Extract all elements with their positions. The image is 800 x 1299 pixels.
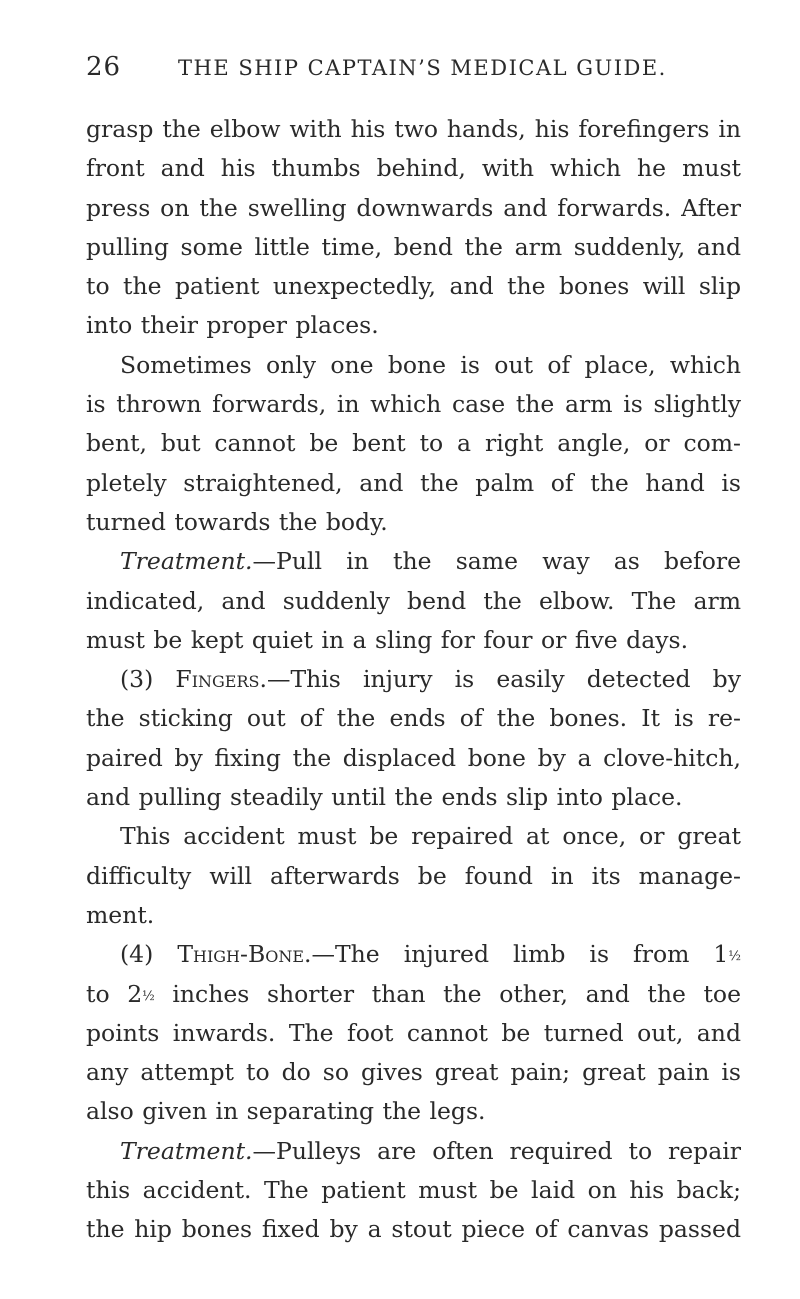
text-line: into their proper places. — [86, 311, 379, 340]
section-heading: Thigh-Bone. — [177, 940, 312, 969]
text-line: any attempt to do so gives great pain; great pain is — [86, 1058, 741, 1087]
paragraph — [86, 542, 741, 660]
page-header — [86, 52, 752, 92]
paragraph — [86, 817, 741, 935]
text-line: also given in separating the legs. — [86, 1097, 486, 1126]
running-head: THE SHIP CAPTAIN’S MEDICAL GUIDE. — [178, 56, 667, 80]
text-line: turned towards the body. — [86, 507, 388, 536]
section-number: (4) — [120, 940, 178, 969]
treatment-heading: Treatment. — [120, 1136, 253, 1165]
text-line: grasp the elbow with his two hands, his forefingers in — [86, 115, 741, 143]
text-line — [86, 975, 741, 1014]
text-line: is thrown forwards, in which case the arm is slightly — [86, 390, 741, 419]
text-line: to the patient unexpectedly, and the bones will slip — [86, 272, 741, 301]
body-text — [86, 110, 741, 1250]
text-line: and pulling steadily until the ends slip into place. — [86, 783, 683, 812]
paragraph — [86, 1132, 741, 1250]
text-line: the hip bones fixed by a stout piece of canvas passed — [86, 1215, 741, 1244]
text-line — [86, 542, 741, 581]
text-line: pletely straightened, and the palm of the hand is — [86, 468, 741, 497]
text-line: pulling some little time, bend the arm suddenly, and — [86, 232, 741, 261]
text-line: must be kept quiet in a sling for four or five days. — [86, 625, 689, 654]
page-number: 26 — [86, 52, 122, 82]
fraction: ½ — [728, 949, 741, 965]
text-line: this accident. The patient must be laid on his back; — [86, 1176, 741, 1205]
text-span: to 2 — [86, 979, 143, 1008]
text-line — [86, 660, 741, 699]
paragraph — [86, 110, 741, 346]
text-line: indicated, and suddenly bend the elbow. The arm — [86, 586, 741, 615]
text-line: Sometimes only one bone is out of place, which — [120, 350, 741, 379]
text-line: ment. — [86, 900, 155, 929]
text-span: —This injury is easily detected by — [266, 665, 741, 694]
text-line: press on the swelling downwards and forwards. After — [86, 193, 741, 222]
paragraph — [86, 660, 741, 817]
text-span: —Pull in the same way as before — [252, 547, 741, 576]
text-line: This accident must be repaired at once, or great — [120, 822, 741, 851]
text-line — [86, 935, 741, 974]
paragraph — [86, 346, 741, 542]
text-line: front and his thumbs behind, with which he must — [86, 154, 741, 183]
text-span: inches shorter than the other, and the toe — [154, 979, 741, 1008]
text-span: —The injured limb is from 1 — [311, 940, 729, 969]
text-line: difficulty will afterwards be found in its manage- — [86, 861, 741, 890]
treatment-heading: Treatment. — [120, 547, 253, 576]
fraction: ½ — [142, 988, 155, 1004]
text-line: the sticking out of the ends of the bones. It is re- — [86, 704, 741, 733]
text-line — [86, 1132, 741, 1171]
section-number: (3) — [120, 665, 176, 694]
text-line: bent, but cannot be bent to a right angle, or com- — [86, 429, 741, 458]
text-line: paired by fixing the displaced bone by a clove-hitch, — [86, 743, 741, 772]
section-heading: Fingers. — [175, 665, 267, 694]
text-line: points inwards. The foot cannot be turned out, and — [86, 1018, 741, 1047]
paragraph — [86, 935, 741, 1131]
text-span: —Pulleys are often required to repair — [252, 1136, 741, 1165]
